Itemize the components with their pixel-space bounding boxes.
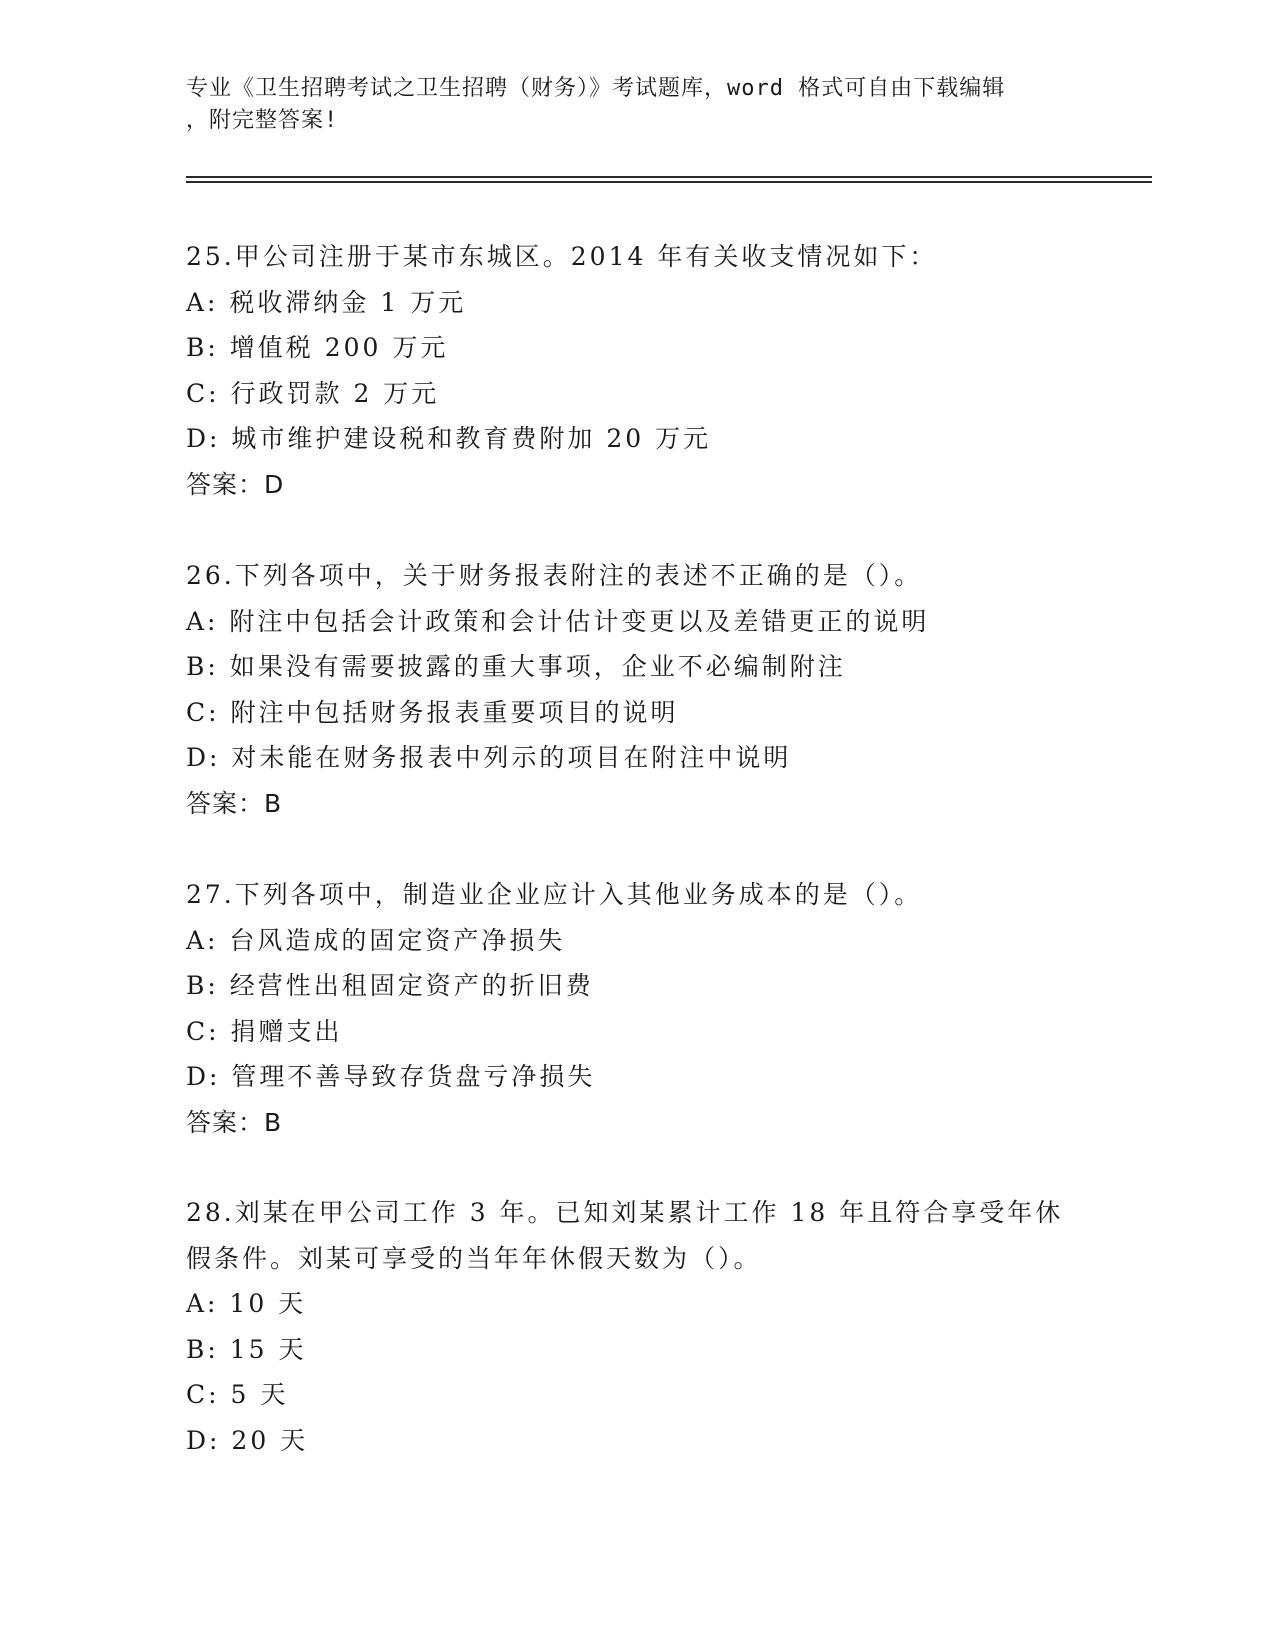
question-27 xyxy=(186,872,1146,1145)
option-d: D: 管理不善导致存货盘亏净损失 xyxy=(186,1062,596,1091)
question-stem-line-2: 假条件。刘某可享受的当年年休假天数为（）。 xyxy=(186,1243,762,1273)
answer-label: 答案：B xyxy=(186,1107,283,1137)
answer-label: 答案：D xyxy=(186,469,285,499)
option-b: B: 经营性出租固定资产的折旧费 xyxy=(186,971,594,1000)
question-stem: 26.下列各项中，关于财务报表附注的表述不正确的是（）。 xyxy=(186,561,923,590)
option-a: A: 附注中包括会计政策和会计估计变更以及差错更正的说明 xyxy=(186,606,930,636)
question-26 xyxy=(186,553,1146,826)
option-c: C: 5 天 xyxy=(186,1380,289,1409)
header-intro-line-1: 专业《卫生招聘考试之卫生招聘（财务）》考试题库，word 格式可自由下载编辑 xyxy=(186,76,1006,101)
option-b: B: 15 天 xyxy=(186,1334,307,1364)
header-divider-bottom xyxy=(186,181,1152,183)
document-header xyxy=(186,73,1066,137)
option-c: C: 行政罚款 2 万元 xyxy=(186,378,440,408)
option-d: D: 城市维护建设税和教育费附加 20 万元 xyxy=(186,424,712,453)
question-stem-line-1: 28.刘某在甲公司工作 3 年。已知刘某累计工作 18 年且符合享受年休 xyxy=(186,1198,1064,1227)
option-d: D: 对未能在财务报表中列示的项目在附注中说明 xyxy=(186,743,792,772)
header-intro-line-2: ，附完整答案! xyxy=(186,108,339,133)
option-a: A: 台风造成的固定资产净损失 xyxy=(186,925,566,955)
question-25 xyxy=(186,234,1146,507)
option-c: C: 捐赠支出 xyxy=(186,1016,343,1046)
option-d: D: 20 天 xyxy=(186,1425,309,1455)
header-divider-top xyxy=(186,176,1152,178)
option-c: C: 附注中包括财务报表重要项目的说明 xyxy=(186,697,679,727)
question-28 xyxy=(186,1190,1146,1463)
option-a: A: 10 天 xyxy=(186,1289,307,1318)
question-stem: 25.甲公司注册于某市东城区。2014 年有关收支情况如下： xyxy=(186,242,938,271)
answer-label: 答案：B xyxy=(186,788,283,818)
option-b: B: 增值税 200 万元 xyxy=(186,333,449,362)
option-b: B: 如果没有需要披露的重大事项，企业不必编制附注 xyxy=(186,652,846,681)
question-stem: 27.下列各项中，制造业企业应计入其他业务成本的是（）。 xyxy=(186,880,923,909)
option-a: A: 税收滞纳金 1 万元 xyxy=(186,287,467,317)
